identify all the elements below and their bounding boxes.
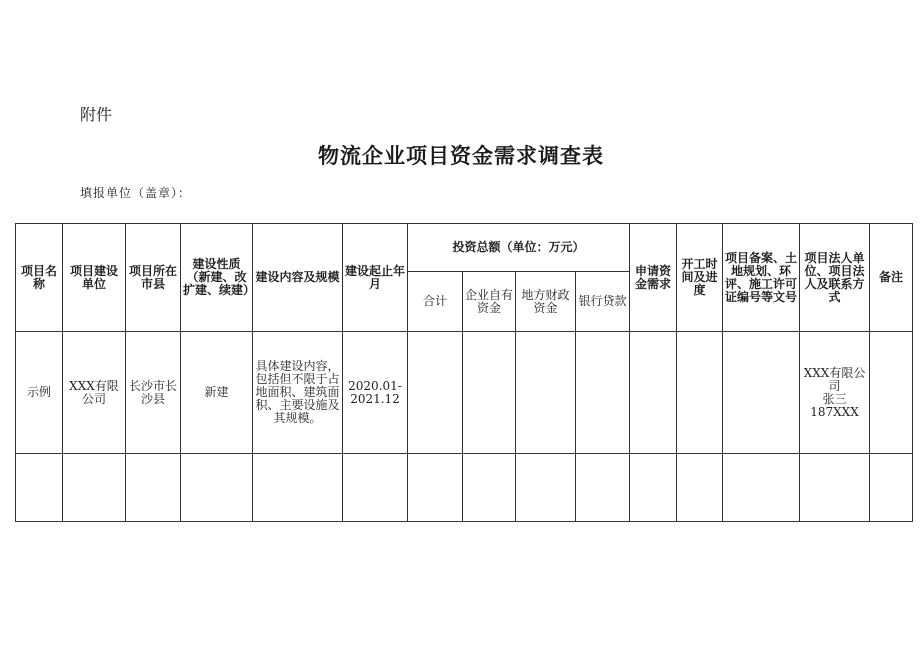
blank-cell	[576, 454, 630, 522]
blank-cell	[181, 454, 253, 522]
example-construction-period	[343, 332, 408, 454]
example-location: 长沙市长沙县	[126, 332, 181, 454]
header-construction-unit: 项目建设单位	[63, 224, 126, 332]
blank-cell	[126, 454, 181, 522]
document-title: 物流企业项目资金需求调查表	[318, 143, 604, 168]
example-period-end: 2021.12	[350, 391, 400, 406]
example-legal-name: 张三	[822, 391, 847, 406]
blank-cell	[516, 454, 576, 522]
example-construction-nature: 新建	[181, 332, 253, 454]
survey-table	[15, 223, 913, 522]
example-permits	[723, 332, 800, 454]
header-investment-total: 投资总额（单位：万元）	[408, 224, 630, 272]
blank-cell	[408, 454, 463, 522]
example-local-fiscal	[516, 332, 576, 454]
header-own-funds: 企业自有资金	[463, 272, 516, 332]
example-legal-phone: 187XXX	[810, 404, 859, 419]
blank-cell	[800, 454, 870, 522]
header-fund-demand: 申请资金需求	[630, 224, 677, 332]
blank-cell	[677, 454, 723, 522]
header-construction-content: 建设内容及规模	[253, 224, 343, 332]
example-investment-sum	[408, 332, 463, 454]
example-remarks	[870, 332, 913, 454]
header-permits: 项目备案、土地规划、环评、施工许可证编号等文号	[723, 224, 800, 332]
blank-cell	[253, 454, 343, 522]
header-construction-period: 建设起止年月	[343, 224, 408, 332]
filler-unit-label: 填报单位（盖章）：	[80, 186, 192, 200]
header-row-1	[16, 224, 913, 272]
blank-cell	[343, 454, 408, 522]
header-remarks: 备注	[870, 224, 913, 332]
example-progress	[677, 332, 723, 454]
header-project-name: 项目名称	[16, 224, 63, 332]
blank-cell	[630, 454, 677, 522]
header-investment-sum: 合计	[408, 272, 463, 332]
example-project-name: 示例	[16, 332, 63, 454]
blank-cell	[63, 454, 126, 522]
example-legal-person	[800, 332, 870, 454]
example-legal-company: XXX有限公司	[803, 365, 866, 393]
header-progress: 开工时间及进度	[677, 224, 723, 332]
example-period-start: 2020.01-	[348, 378, 402, 393]
header-legal-person: 项目法人单位、项目法人及联系方式	[800, 224, 870, 332]
example-own-funds	[463, 332, 516, 454]
example-fund-demand	[630, 332, 677, 454]
blank-cell	[16, 454, 63, 522]
header-location: 项目所在市县	[126, 224, 181, 332]
example-construction-content: 具体建设内容，包括但不限于占地面积、建筑面积、主要设施及其规模。	[253, 332, 343, 454]
example-construction-unit: XXX有限公司	[63, 332, 126, 454]
header-local-fiscal: 地方财政资金	[516, 272, 576, 332]
header-bank-loan: 银行贷款	[576, 272, 630, 332]
example-bank-loan	[576, 332, 630, 454]
blank-cell	[870, 454, 913, 522]
header-construction-nature: 建设性质（新建、改扩建、续建）	[181, 224, 253, 332]
blank-cell	[723, 454, 800, 522]
attachment-label: 附件	[80, 105, 113, 124]
example-row	[16, 332, 913, 454]
blank-cell	[463, 454, 516, 522]
blank-row	[16, 454, 913, 522]
